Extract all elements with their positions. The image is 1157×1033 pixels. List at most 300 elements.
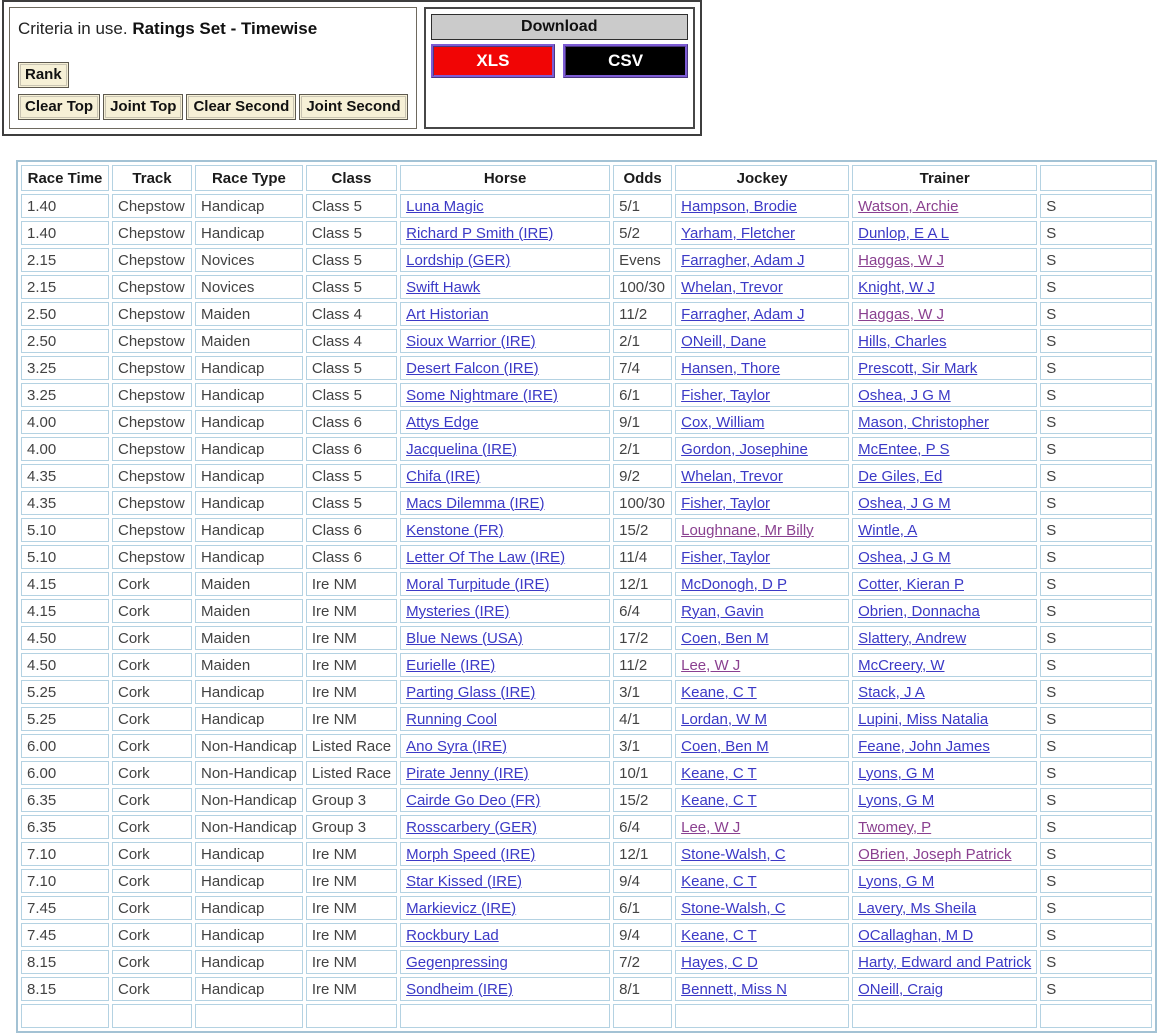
track-cell: Chepstow <box>112 275 192 299</box>
race-type-cell: Handicap <box>195 383 303 407</box>
horse-link[interactable]: Letter Of The Law (IRE) <box>406 548 566 566</box>
jockey-link[interactable]: Lordan, W M <box>681 710 767 728</box>
table-row <box>21 545 1152 569</box>
table-row <box>21 518 1152 542</box>
jockey-link[interactable]: Farragher, Adam J <box>681 305 805 323</box>
odds-cell: 3/1 <box>613 734 672 758</box>
trainer-link[interactable]: McEntee, P S <box>858 440 950 458</box>
horse-link[interactable]: Chifa (IRE) <box>406 467 481 485</box>
empty-cell <box>306 1004 397 1028</box>
odds-cell: 6/4 <box>613 599 672 623</box>
horse-link[interactable]: Ano Syra (IRE) <box>406 737 507 755</box>
download-box <box>424 7 695 129</box>
table-row <box>21 437 1152 461</box>
race-time-cell: 6.00 <box>21 734 109 758</box>
race-type-cell: Novices <box>195 275 303 299</box>
race-type-cell: Handicap <box>195 221 303 245</box>
cut-column-cell: S <box>1040 977 1152 1001</box>
trainer-link[interactable]: Oshea, J G M <box>858 386 951 404</box>
track-cell: Cork <box>112 572 192 596</box>
horse-link[interactable]: Eurielle (IRE) <box>406 656 496 674</box>
class-cell: Ire NM <box>306 977 397 1001</box>
jockey-link[interactable]: Fisher, Taylor <box>681 386 771 404</box>
jockey-link[interactable]: Hampson, Brodie <box>681 197 798 215</box>
trainer-link[interactable]: Lyons, G M <box>858 764 935 782</box>
criteria-button-row <box>18 94 408 120</box>
track-cell: Chepstow <box>112 248 192 272</box>
ratings-set-name: Ratings Set - Timewise <box>132 19 318 38</box>
jockey-link[interactable]: Bennett, Miss N <box>681 980 787 998</box>
race-time-cell: 7.45 <box>21 923 109 947</box>
jockey-link[interactable]: Whelan, Trevor <box>681 467 783 485</box>
trainer-link[interactable]: Watson, Archie <box>858 197 959 215</box>
empty-cell <box>21 1004 109 1028</box>
class-cell: Ire NM <box>306 896 397 920</box>
class-cell: Ire NM <box>306 923 397 947</box>
race-type-cell: Handicap <box>195 464 303 488</box>
horse-link[interactable]: Mysteries (IRE) <box>406 602 510 620</box>
column-header-odds: Odds <box>613 165 672 191</box>
race-time-cell: 4.00 <box>21 410 109 434</box>
class-cell: Class 6 <box>306 518 397 542</box>
track-cell: Chepstow <box>112 410 192 434</box>
track-cell: Chepstow <box>112 221 192 245</box>
race-type-cell: Handicap <box>195 194 303 218</box>
cut-column-cell: S <box>1040 491 1152 515</box>
odds-cell: 6/1 <box>613 896 672 920</box>
class-cell: Ire NM <box>306 653 397 677</box>
odds-cell: 12/1 <box>613 572 672 596</box>
horse-link[interactable]: Jacquelina (IRE) <box>406 440 517 458</box>
jockey-link[interactable]: Stone-Walsh, C <box>681 845 786 863</box>
odds-cell: 11/2 <box>613 653 672 677</box>
criteria-text <box>18 18 408 40</box>
horse-link[interactable]: Star Kissed (IRE) <box>406 872 522 890</box>
race-time-cell: 4.50 <box>21 626 109 650</box>
race-time-cell: 5.10 <box>21 545 109 569</box>
cut-column-cell: S <box>1040 815 1152 839</box>
race-time-cell: 8.15 <box>21 950 109 974</box>
empty-cell <box>852 1004 1037 1028</box>
class-cell: Class 5 <box>306 221 397 245</box>
trainer-link[interactable]: Haggas, W J <box>858 305 944 323</box>
race-type-cell: Maiden <box>195 572 303 596</box>
table-header-row <box>21 165 1152 191</box>
class-cell: Ire NM <box>306 599 397 623</box>
jockey-link[interactable]: Hayes, C D <box>681 953 758 971</box>
empty-cell <box>613 1004 672 1028</box>
table-row <box>21 194 1152 218</box>
odds-cell: 2/1 <box>613 329 672 353</box>
trainer-link[interactable]: Cotter, Kieran P <box>858 575 964 593</box>
horse-link[interactable]: Moral Turpitude (IRE) <box>406 575 550 593</box>
class-cell: Class 4 <box>306 329 397 353</box>
class-cell: Ire NM <box>306 842 397 866</box>
odds-cell: 9/4 <box>613 869 672 893</box>
track-cell: Cork <box>112 950 192 974</box>
table-row <box>21 977 1152 1001</box>
race-time-cell: 6.35 <box>21 788 109 812</box>
odds-cell: 15/2 <box>613 788 672 812</box>
table-row <box>21 653 1152 677</box>
horse-link[interactable]: Lordship (GER) <box>406 251 511 269</box>
table-row <box>21 221 1152 245</box>
jockey-link[interactable]: McDonogh, D P <box>681 575 787 593</box>
class-cell: Ire NM <box>306 707 397 731</box>
race-time-cell: 6.35 <box>21 815 109 839</box>
race-time-cell: 5.25 <box>21 707 109 731</box>
track-cell: Chepstow <box>112 437 192 461</box>
cut-column-cell: S <box>1040 680 1152 704</box>
jockey-link[interactable]: Hansen, Thore <box>681 359 781 377</box>
table-row <box>21 302 1152 326</box>
race-time-cell: 7.45 <box>21 896 109 920</box>
trainer-link[interactable]: Prescott, Sir Mark <box>858 359 978 377</box>
cut-column-cell: S <box>1040 383 1152 407</box>
trainer-link[interactable]: Feane, John James <box>858 737 990 755</box>
race-time-cell: 7.10 <box>21 842 109 866</box>
race-time-cell: 4.35 <box>21 464 109 488</box>
jockey-link[interactable]: Ryan, Gavin <box>681 602 764 620</box>
cut-column-cell: S <box>1040 788 1152 812</box>
class-cell: Ire NM <box>306 950 397 974</box>
race-type-cell: Handicap <box>195 437 303 461</box>
column-header-race-time: Race Time <box>21 165 109 191</box>
jockey-link[interactable]: Lee, W J <box>681 818 741 836</box>
horse-link[interactable]: Gegenpressing <box>406 953 508 971</box>
track-cell: Chepstow <box>112 302 192 326</box>
odds-cell: 4/1 <box>613 707 672 731</box>
horse-link[interactable]: Rosscarbery (GER) <box>406 818 537 836</box>
jockey-link[interactable]: Keane, C T <box>681 764 757 782</box>
horse-link[interactable]: Attys Edge <box>406 413 479 431</box>
class-cell: Class 6 <box>306 410 397 434</box>
track-cell: Chepstow <box>112 464 192 488</box>
empty-cell <box>675 1004 849 1028</box>
trainer-link[interactable]: Harty, Edward and Patrick <box>858 953 1032 971</box>
odds-cell: 7/2 <box>613 950 672 974</box>
trainer-link[interactable]: Mason, Christopher <box>858 413 990 431</box>
trainer-link[interactable]: Lavery, Ms Sheila <box>858 899 977 917</box>
cut-column-cell: S <box>1040 707 1152 731</box>
race-time-cell: 4.15 <box>21 572 109 596</box>
jockey-link[interactable]: Coen, Ben M <box>681 629 769 647</box>
class-cell: Class 5 <box>306 194 397 218</box>
race-type-cell: Maiden <box>195 302 303 326</box>
class-cell: Class 6 <box>306 437 397 461</box>
race-time-cell: 2.50 <box>21 329 109 353</box>
criteria-button-clear-top[interactable]: Clear Top <box>18 94 100 120</box>
class-cell: Ire NM <box>306 626 397 650</box>
trainer-link[interactable]: ONeill, Craig <box>858 980 944 998</box>
table-row <box>21 869 1152 893</box>
odds-cell: 100/30 <box>613 275 672 299</box>
cut-column-cell: S <box>1040 464 1152 488</box>
trainer-link[interactable]: Lyons, G M <box>858 791 935 809</box>
track-cell: Cork <box>112 734 192 758</box>
trainer-link[interactable]: De Giles, Ed <box>858 467 943 485</box>
table-row <box>21 923 1152 947</box>
class-cell: Ire NM <box>306 869 397 893</box>
cut-column-cell: S <box>1040 896 1152 920</box>
track-cell: Cork <box>112 977 192 1001</box>
class-cell: Class 5 <box>306 464 397 488</box>
race-time-cell: 4.35 <box>21 491 109 515</box>
race-type-cell: Handicap <box>195 923 303 947</box>
download-csv-button[interactable]: CSV <box>563 44 688 78</box>
cut-column-cell: S <box>1040 599 1152 623</box>
criteria-button-joint-second[interactable]: Joint Second <box>299 94 407 120</box>
jockey-link[interactable]: Loughnane, Mr Billy <box>681 521 814 539</box>
table-row <box>21 815 1152 839</box>
track-cell: Cork <box>112 707 192 731</box>
jockey-link[interactable]: Farragher, Adam J <box>681 251 805 269</box>
horse-link[interactable]: Morph Speed (IRE) <box>406 845 536 863</box>
trainer-link[interactable]: Hills, Charles <box>858 332 947 350</box>
table-row-partial <box>21 1004 1152 1028</box>
jockey-link[interactable]: Yarham, Fletcher <box>681 224 796 242</box>
race-type-cell: Handicap <box>195 356 303 380</box>
track-cell: Chepstow <box>112 491 192 515</box>
column-header-horse: Horse <box>400 165 610 191</box>
class-cell: Class 5 <box>306 491 397 515</box>
race-time-cell: 5.25 <box>21 680 109 704</box>
track-cell: Cork <box>112 869 192 893</box>
rank-button[interactable]: Rank <box>18 62 69 88</box>
table-row <box>21 383 1152 407</box>
race-type-cell: Maiden <box>195 329 303 353</box>
criteria-prefix: Criteria in use. <box>18 19 133 38</box>
race-time-cell: 1.40 <box>21 194 109 218</box>
table-row <box>21 410 1152 434</box>
cut-column-cell: S <box>1040 869 1152 893</box>
trainer-link[interactable]: Obrien, Donnacha <box>858 602 980 620</box>
trainer-link[interactable]: Slattery, Andrew <box>858 629 967 647</box>
race-type-cell: Maiden <box>195 653 303 677</box>
horse-link[interactable]: Swift Hawk <box>406 278 481 296</box>
criteria-box <box>9 7 417 129</box>
horse-link[interactable]: Kenstone (FR) <box>406 521 504 539</box>
table-row <box>21 275 1152 299</box>
odds-cell: 9/2 <box>613 464 672 488</box>
track-cell: Cork <box>112 923 192 947</box>
class-cell: Class 5 <box>306 383 397 407</box>
race-table <box>16 160 1157 1033</box>
odds-cell: Evens <box>613 248 672 272</box>
horse-link[interactable]: Richard P Smith (IRE) <box>406 224 554 242</box>
race-time-cell: 2.15 <box>21 275 109 299</box>
criteria-button-joint-top[interactable]: Joint Top <box>103 94 183 120</box>
trainer-link[interactable]: Dunlop, E A L <box>858 224 950 242</box>
odds-cell: 2/1 <box>613 437 672 461</box>
race-time-cell: 5.10 <box>21 518 109 542</box>
jockey-link[interactable]: Keane, C T <box>681 791 757 809</box>
track-cell: Cork <box>112 599 192 623</box>
horse-link[interactable]: Running Cool <box>406 710 498 728</box>
cut-column-cell: S <box>1040 302 1152 326</box>
horse-link[interactable]: Parting Glass (IRE) <box>406 683 536 701</box>
table-row <box>21 491 1152 515</box>
download-xls-button[interactable]: XLS <box>431 44 556 78</box>
race-type-cell: Handicap <box>195 545 303 569</box>
odds-cell: 100/30 <box>613 491 672 515</box>
trainer-link[interactable]: Twomey, P <box>858 818 932 836</box>
odds-cell: 15/2 <box>613 518 672 542</box>
table-row <box>21 842 1152 866</box>
race-time-cell: 6.00 <box>21 761 109 785</box>
race-type-cell: Handicap <box>195 977 303 1001</box>
odds-cell: 9/1 <box>613 410 672 434</box>
odds-cell: 12/1 <box>613 842 672 866</box>
table-row <box>21 707 1152 731</box>
table-row <box>21 356 1152 380</box>
cut-column-cell: S <box>1040 761 1152 785</box>
race-type-cell: Maiden <box>195 599 303 623</box>
odds-cell: 17/2 <box>613 626 672 650</box>
horse-link[interactable]: Cairde Go Deo (FR) <box>406 791 541 809</box>
track-cell: Chepstow <box>112 194 192 218</box>
race-type-cell: Non-Handicap <box>195 761 303 785</box>
jockey-link[interactable]: Fisher, Taylor <box>681 548 771 566</box>
column-header-trainer: Trainer <box>852 165 1037 191</box>
trainer-link[interactable]: Oshea, J G M <box>858 494 951 512</box>
horse-link[interactable]: Sioux Warrior (IRE) <box>406 332 536 350</box>
race-type-cell: Handicap <box>195 896 303 920</box>
download-title: Download <box>431 14 688 40</box>
race-type-cell: Non-Handicap <box>195 815 303 839</box>
table-row <box>21 788 1152 812</box>
table-row <box>21 950 1152 974</box>
cut-column-cell: S <box>1040 356 1152 380</box>
race-time-cell: 2.15 <box>21 248 109 272</box>
track-cell: Cork <box>112 788 192 812</box>
trainer-link[interactable]: Lupini, Miss Natalia <box>858 710 989 728</box>
horse-link[interactable]: Pirate Jenny (IRE) <box>406 764 529 782</box>
cut-column-cell: S <box>1040 653 1152 677</box>
trainer-link[interactable]: Knight, W J <box>858 278 935 296</box>
class-cell: Ire NM <box>306 572 397 596</box>
jockey-link[interactable]: Lee, W J <box>681 656 741 674</box>
cut-column-cell: S <box>1040 410 1152 434</box>
class-cell: Group 3 <box>306 815 397 839</box>
horse-link[interactable]: Some Nightmare (IRE) <box>406 386 558 404</box>
horse-link[interactable]: Macs Dilemma (IRE) <box>406 494 545 512</box>
horse-link[interactable]: Luna Magic <box>406 197 484 215</box>
trainer-link[interactable]: OCallaghan, M D <box>858 926 974 944</box>
track-cell: Cork <box>112 896 192 920</box>
race-time-cell: 3.25 <box>21 383 109 407</box>
track-cell: Chepstow <box>112 518 192 542</box>
jockey-link[interactable]: Gordon, Josephine <box>681 440 808 458</box>
horse-link[interactable]: Rockbury Lad <box>406 926 499 944</box>
horse-link[interactable]: Art Historian <box>406 305 489 323</box>
empty-cell <box>195 1004 303 1028</box>
race-time-cell: 1.40 <box>21 221 109 245</box>
odds-cell: 11/2 <box>613 302 672 326</box>
trainer-link[interactable]: Lyons, G M <box>858 872 935 890</box>
table-row <box>21 761 1152 785</box>
class-cell: Group 3 <box>306 788 397 812</box>
track-cell: Chepstow <box>112 545 192 569</box>
odds-cell: 11/4 <box>613 545 672 569</box>
track-cell: Chepstow <box>112 329 192 353</box>
cut-column-cell: S <box>1040 194 1152 218</box>
race-time-cell: 4.15 <box>21 599 109 623</box>
trainer-link[interactable]: McCreery, W <box>858 656 945 674</box>
race-type-cell: Non-Handicap <box>195 788 303 812</box>
table-row <box>21 599 1152 623</box>
column-header-jockey: Jockey <box>675 165 849 191</box>
jockey-link[interactable]: ONeill, Dane <box>681 332 767 350</box>
jockey-link[interactable]: Keane, C T <box>681 872 757 890</box>
criteria-button-clear-second[interactable]: Clear Second <box>186 94 296 120</box>
empty-cell <box>112 1004 192 1028</box>
cut-column-cell: S <box>1040 572 1152 596</box>
trainer-link[interactable]: Wintle, A <box>858 521 918 539</box>
horse-link[interactable]: Desert Falcon (IRE) <box>406 359 539 377</box>
trainer-link[interactable]: OBrien, Joseph Patrick <box>858 845 1012 863</box>
jockey-link[interactable]: Cox, William <box>681 413 765 431</box>
column-header-class: Class <box>306 165 397 191</box>
cut-column-cell: S <box>1040 545 1152 569</box>
horse-link[interactable]: Blue News (USA) <box>406 629 523 647</box>
class-cell: Class 6 <box>306 545 397 569</box>
jockey-link[interactable]: Whelan, Trevor <box>681 278 783 296</box>
trainer-link[interactable]: Oshea, J G M <box>858 548 951 566</box>
table-row <box>21 248 1152 272</box>
cut-column-cell: S <box>1040 275 1152 299</box>
table-row <box>21 626 1152 650</box>
column-header-track: Track <box>112 165 192 191</box>
track-cell: Cork <box>112 761 192 785</box>
trainer-link[interactable]: Stack, J A <box>858 683 925 701</box>
track-cell: Cork <box>112 842 192 866</box>
race-type-cell: Novices <box>195 248 303 272</box>
cut-column-cell: S <box>1040 248 1152 272</box>
jockey-link[interactable]: Keane, C T <box>681 926 757 944</box>
jockey-link[interactable]: Fisher, Taylor <box>681 494 771 512</box>
horse-link[interactable]: Markievicz (IRE) <box>406 899 517 917</box>
odds-cell: 3/1 <box>613 680 672 704</box>
race-time-cell: 4.00 <box>21 437 109 461</box>
class-cell: Class 5 <box>306 248 397 272</box>
odds-cell: 8/1 <box>613 977 672 1001</box>
race-type-cell: Non-Handicap <box>195 734 303 758</box>
table-row <box>21 572 1152 596</box>
odds-cell: 6/4 <box>613 815 672 839</box>
criteria-panel <box>2 0 702 136</box>
class-cell: Class 4 <box>306 302 397 326</box>
track-cell: Chepstow <box>112 356 192 380</box>
track-cell: Chepstow <box>112 383 192 407</box>
trainer-link[interactable]: Haggas, W J <box>858 251 944 269</box>
cut-column-cell: S <box>1040 626 1152 650</box>
table-row <box>21 680 1152 704</box>
cut-column-cell: S <box>1040 518 1152 542</box>
jockey-link[interactable]: Coen, Ben M <box>681 737 769 755</box>
jockey-link[interactable]: Keane, C T <box>681 683 757 701</box>
cut-column-cell: S <box>1040 923 1152 947</box>
class-cell: Listed Race <box>306 734 397 758</box>
empty-cell <box>400 1004 610 1028</box>
empty-cell <box>1040 1004 1152 1028</box>
horse-link[interactable]: Sondheim (IRE) <box>406 980 513 998</box>
race-time-cell: 2.50 <box>21 302 109 326</box>
cut-column-cell: S <box>1040 329 1152 353</box>
race-type-cell: Handicap <box>195 680 303 704</box>
jockey-link[interactable]: Stone-Walsh, C <box>681 899 786 917</box>
track-cell: Cork <box>112 680 192 704</box>
